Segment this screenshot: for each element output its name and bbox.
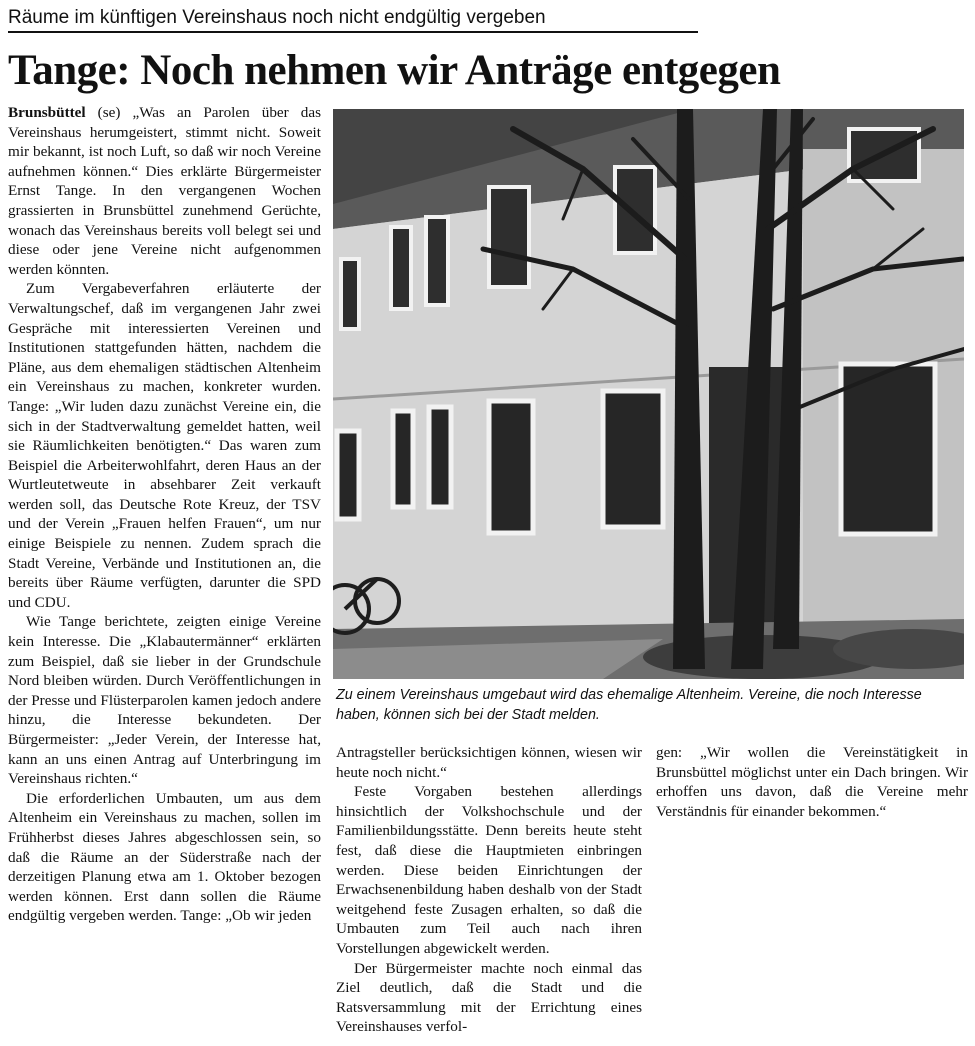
paragraph: Der Bürgermeister machte noch einmal das Ziel deutlich, daß die Stadt und die Ratsversammlung mit der Errichtung eines Vereinshauses verfol- [336, 959, 642, 1036]
paragraph-text: (se) „Was an Parolen über das Vereinshaus herumgeistert, stimmt nicht. Soweit mir bekannt, ist noch Luft, so daß wir noch Vereine aufnehmen können.“ Dies erklärte Bürgermeister Ernst Tange. In den vergangenen Wochen grassierten in Brunsbüttel zunehmend Gerüchte, wonach das Vereinshaus bereits voll belegt sei und diese oder jene Vereine nicht aufgenommen werden könnten. [8, 104, 321, 278]
article-column-1 [8, 103, 321, 926]
paragraph [8, 103, 321, 279]
headline: Tange: Noch nehmen wir Anträge entgegen [8, 47, 781, 94]
paragraph: Wie Tange berichtete, zeigten einige Vereine kein Interesse. Die „Klabautermänner“ erklärten zum Beispiel, daß sie lieber in der Grundschule Nord bleiben würden. Durch Veröffentlichungen in der Presse und Flüsterparolen kamen jedoch andere hinzu, die Interesse bekundeten. Der Bürgermeister: „Jeder Verein, der Interesse hat, kann an uns einen Antrag auf Unterbringung im Vereinshaus richten.“ [8, 613, 321, 788]
dateline: Brunsbüttel [8, 104, 86, 121]
paragraph: gen: „Wir wollen die Vereinstätigkeit in Brunsbüttel möglichst unter ein Dach bringen. Wir erhoffen uns davon, daß die Vereine mehr Verständnis für einander bekommen.“ [656, 744, 968, 820]
paragraph: Die erforderlichen Umbauten, um aus dem Altenheim ein Vereinshaus zu machen, sollen im Frühherbst dieses Jahres abgeschlossen sein, so daß die Räume an der Süderstraße nach der derzeitigen Planung etwa am 1. Oktober bezogen werden können. Erst dann sollen die Räume endgültig vergeben werden. Tange: „Ob wir jeden [8, 789, 321, 925]
paragraph: Antragsteller berücksichtigen können, wiesen wir heute noch nicht.“ [336, 744, 642, 781]
photo-former-retirement-home [333, 109, 964, 679]
paragraph: Feste Vorgaben bestehen allerdings hinsichtlich der Volkshochschule und der Familienbildungsstätte. Denn bereits heute steht fest, daß diese die Hauptmieten einbringen werden. Diese beiden Einrichtungen der Erwachsenenbildung haben deshalb von der Stadt weitgehend feste Zusagen erhalten, so daß die Umbauten zum Teil auch nach ihren Vorstellungen abgewickelt werden. [336, 783, 642, 957]
article-column-2 [336, 743, 642, 1037]
kicker: Räume im künftigen Vereinshaus noch nicht endgültig vergeben [8, 6, 698, 33]
photo-caption: Zu einem Vereinshaus umgebaut wird das ehemalige Altenheim. Vereine, die noch Interesse haben, können sich bei der Stadt melden. [336, 687, 922, 723]
article-column-3 [656, 743, 968, 821]
paragraph: Zum Vergabeverfahren erläuterte der Verwaltungschef, daß im vergangenen Jahr zwei Gespräche mit interessierten Vereinen und Institutionen stattgefunden hätten, nachdem die Pläne, aus dem ehemaligen städtischen Altenheim ein Vereinshaus zu machen, konkreter wurden. Tange: „Wir luden dazu zunächst Vereine ein, die sich in der Stadtverwaltung gemeldet hatten, weil sie Räumlichkeiten benötigten.“ Das waren zum Beispiel die Arbeiterwohlfahrt, deren Haus an der Wurtleutetweute in absehbarer Zeit verkauft werden soll, das Deutsche Rote Kreuz, der TSV und der Verein „Frauen helfen Frauen“, um nur einige Beispiele zu nennen. Zudem sprach die Stadt Vereine, Verbände und Institutionen an, die bereits über Räume verfügten, darunter die SPD und CDU. [8, 280, 321, 611]
